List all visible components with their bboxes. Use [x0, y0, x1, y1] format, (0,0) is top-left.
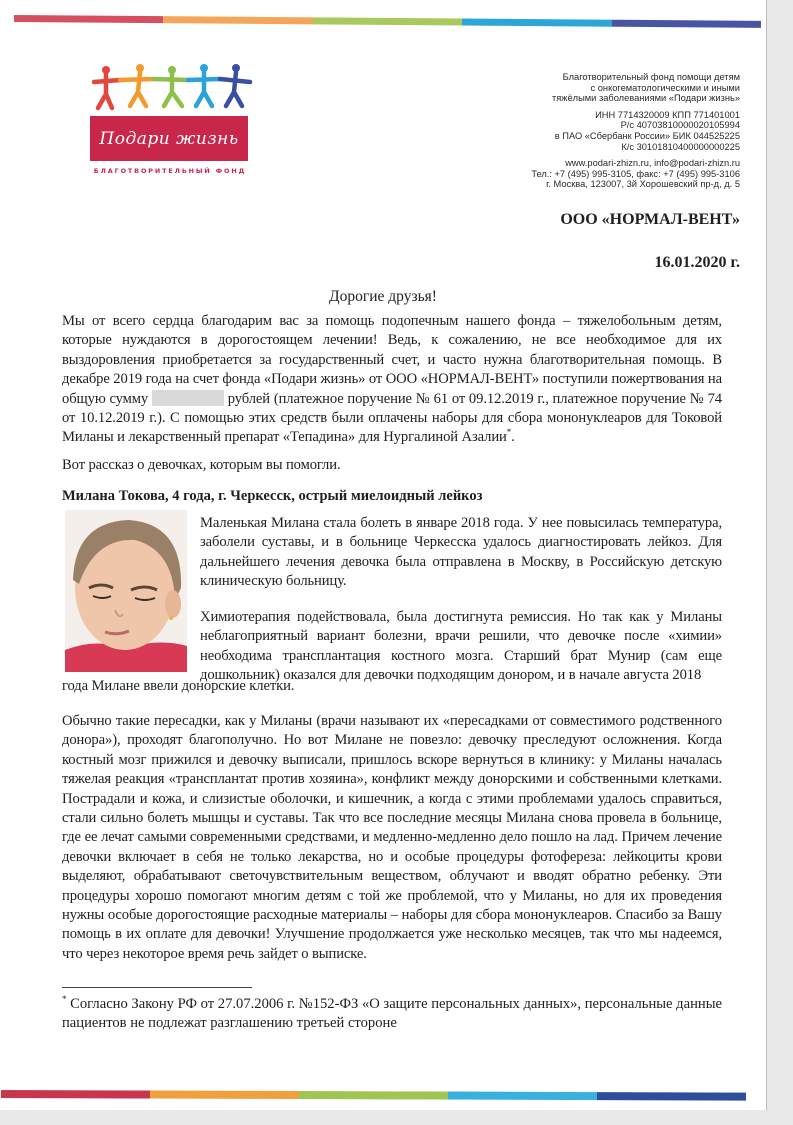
- logo-wordmark: Подари жизнь: [90, 116, 248, 161]
- bank-line: Р/с 40703810000020105994: [620, 120, 740, 131]
- org-name-line: тяжёлыми заболеваниями «Подари жизнь»: [552, 93, 740, 104]
- footnote: * Согласно Закону РФ от 27.07.2006 г. №152-ФЗ «О защите персональных данных», персональные данные пациентов не подлежат разглашению третьей стороне: [62, 994, 722, 1031]
- stripe-indigo: [612, 20, 761, 28]
- stripe-red: [14, 15, 163, 23]
- thanks-paragraph: Мы от всего сердца благодарим вас за помощь подопечным нашего фонда – тяжелобольным детям, которые нуждаются в дорогостоящем лечении! Ведь, к сожалению, не все необходимое для их выздоровления приобретается за государственный счет, и часто нужна благотворительная помощь. В декабре 2019 года на счет фонда «Подари жизнь» от ООО «НОРМАЛ-ВЕНТ» поступили пожертвования на общую сумму рублей (платежное поручение № 61 от 09.12.2019 г., платежное поручение № 74 от 10.12.2019 г.). С помощью этих средств были оплачены наборы для сбора мононуклеаров для Токовой Миланы и лекарственный препарат «Тепадина» для Нургалиной Азалии*.: [62, 313, 722, 446]
- bottom-color-stripe: [1, 1090, 746, 1101]
- contact-line: г. Москва, 123007, 3й Хорошевский пр-д, д. 5: [546, 179, 740, 190]
- bank-line: К/с 30101810400000000225: [621, 141, 740, 152]
- footnote-marker: *: [506, 427, 512, 438]
- top-color-stripe: [14, 15, 761, 28]
- contact-line: www.podari-zhizn.ru, info@podari-zhizn.ru: [565, 158, 740, 169]
- org-name-line: с онкогематологическими и иными: [590, 82, 740, 93]
- footnote-divider: [62, 987, 252, 988]
- stripe-orange: [150, 1091, 299, 1100]
- bank-line: в ПАО «Сбербанк России» БИК 044525225: [554, 130, 740, 141]
- story-paragraph-3: Обычно такие пересадки, как у Миланы (врачи называют их «пересадками от совместимого родственного донора»), проходят благополучно. Но вот Милане не повезло: девочку преследуют осложнения. Когда костный мозг прижился и девочку выписали, пришлось вскоре вернуться в клинику: у Миланы началась тяжелая реакция «трансплантат против хозяина», конфликт между донорскими и собственными клетками. Пострадали и кожа, и слизистые оболочки, и кишечник, а когда с этими проблемами удалось справиться, стали сильно болеть мышцы и суставы. Так что все последние месяцы Милана снова провела в больнице, где ее лечат самыми современными средствами, и медленно-медленно дело пошло на лад. Причем лечение девочки включает в себя не только лекарства, но и особые процедуры фотофереза: лейкоциты крови выделяют, обрабатывают светочувствительным веществом, облучают и вводят обратно ребенку. Эти процедуры хорошо помогают многим детям с той же проблемой, что у Миланы, но для их проведения нужны особые дорогостоящие расходные материалы – наборы для сбора мононуклеаров. Спасибо за Вашу помощь в их оплате для девочки! Улучшение продолжается уже несколько месяцев, так что мы надеемся, что через некоторое время речь зайдет о выписке.: [62, 713, 722, 962]
- redacted-amount: [152, 390, 224, 406]
- foundation-logo: [90, 62, 260, 175]
- foundation-requisites: [480, 72, 740, 190]
- letter-date: 16.01.2020 г.: [654, 254, 740, 271]
- story-paragraph-2-end: года Милане ввели донорские клетки.: [62, 678, 295, 694]
- bank-line: ИНН 7714320009 КПП 771401001: [595, 109, 740, 120]
- story-heading: Милана Токова, 4 года, г. Черкесск, острый миелоидный лейкоз: [62, 488, 483, 504]
- story-paragraph-2: Химиотерапия подействовала, была достигнута ремиссия. Но так как у Миланы неблагоприятный вариант болезни, врачи решили, что девочке после «химии» необходима трансплантация костного мозга. Старший брат Мунир (сам еще дошкольник) оказался для девочки подходящим донором, и в начале августа 2018: [200, 609, 722, 684]
- stripe-red: [1, 1090, 150, 1099]
- stripe-green: [299, 1091, 448, 1100]
- story-paragraph-1: Маленькая Милана стала болеть в январе 2018 года. У нее повысилась температура, заболели суставы, и в больнице Черкесска удалось диагностировать лейкоз. Для дальнейшего лечения девочка была отправлена в Москву, в Российскую детскую клиническую больницу.: [200, 515, 722, 590]
- stripe-blue: [462, 19, 611, 27]
- org-name-line: Благотворительный фонд помощи детям: [562, 72, 740, 82]
- recipient-name: ООО «НОРМАЛ-ВЕНТ»: [560, 211, 740, 228]
- girl-portrait-image: [65, 510, 187, 672]
- greeting: Дорогие друзья!: [329, 288, 437, 305]
- patient-photo: [65, 510, 187, 672]
- stripe-blue: [448, 1092, 597, 1101]
- holding-hands-figures-icon: [90, 62, 255, 112]
- intro-paragraph: Вот рассказ о девочках, которым вы помогли.: [62, 457, 341, 473]
- stripe-green: [313, 17, 462, 25]
- stripe-orange: [163, 16, 312, 24]
- contact-line: Тел.: +7 (495) 995-3105, факс: +7 (495) 995-3106: [531, 168, 740, 179]
- footnote-mark: *: [62, 994, 67, 1005]
- stripe-indigo: [597, 1092, 746, 1101]
- logo-caption: БЛАГОТВОРИТЕЛЬНЫЙ ФОНД: [93, 167, 247, 175]
